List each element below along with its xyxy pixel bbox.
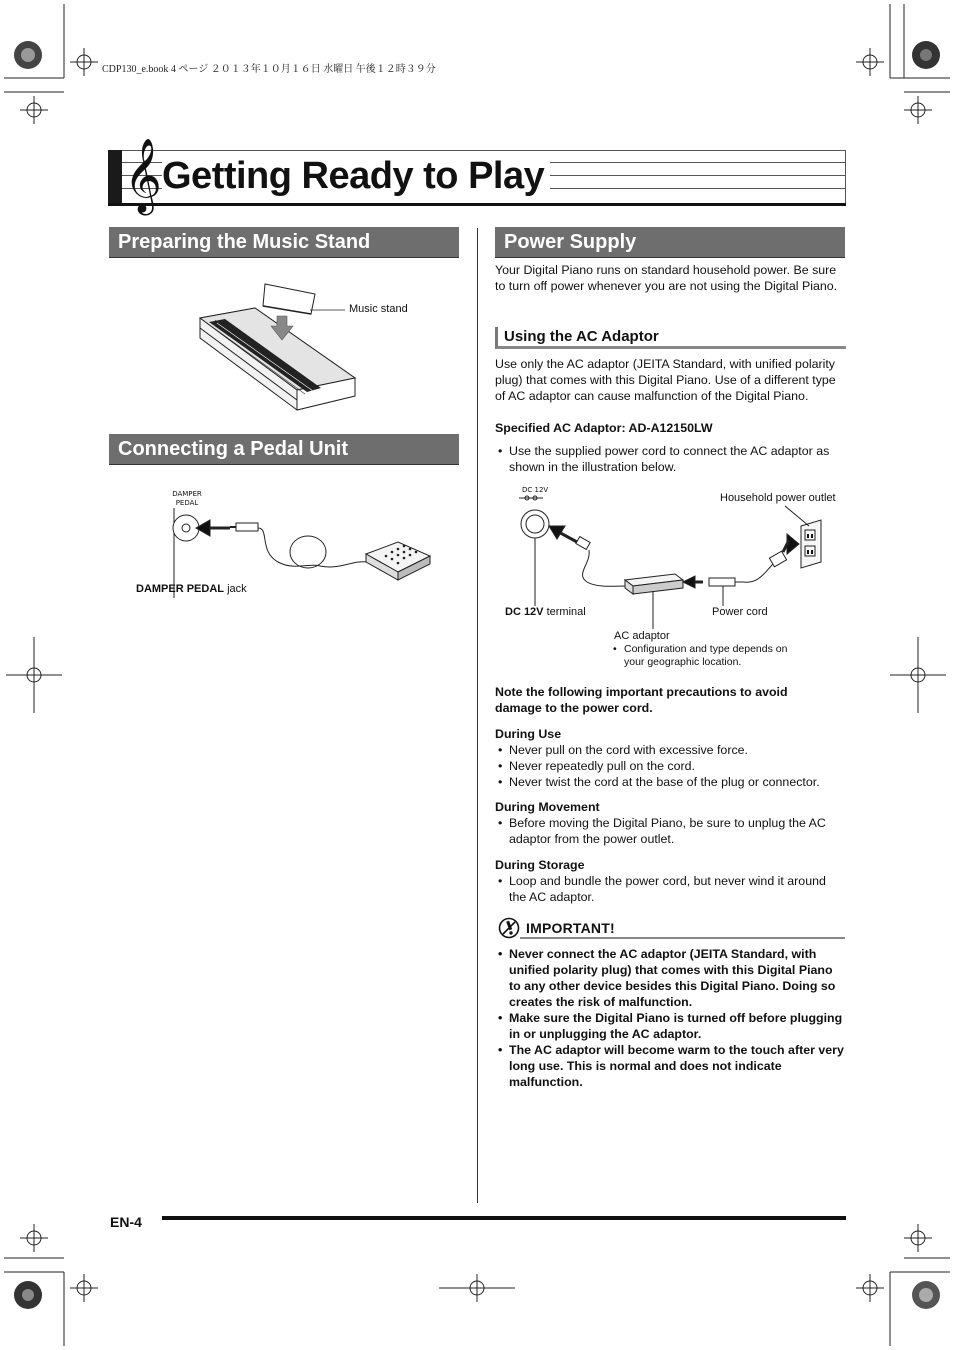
jack-panel-label <box>166 490 208 508</box>
damper-jack-caption-rest: jack <box>224 583 247 595</box>
list-item <box>610 643 840 669</box>
subheading-ac-adaptor: Using the AC Adaptor <box>495 327 846 349</box>
section-heading-power-supply: Power Supply <box>495 227 845 258</box>
during-use-heading: During Use <box>495 727 562 741</box>
important-underline <box>520 937 845 939</box>
column-divider <box>477 228 478 1203</box>
dc-terminal-label-rest: terminal <box>543 606 586 618</box>
damper-jack-caption-bold: DAMPER PEDAL <box>136 583 225 595</box>
adaptor-note-line1: Configuration and type depends on <box>624 643 788 655</box>
page-number: EN-4 <box>110 1214 142 1230</box>
important-icon <box>498 917 520 939</box>
dc-12v-panel-label: DC 12V <box>522 486 549 494</box>
pedal-connection-illustration <box>130 508 450 588</box>
print-header: CDP130_e.book 4 ページ ２０１３年１０月１６日 水曜日 午後１２時３９分 <box>102 64 436 75</box>
dc-terminal-label <box>505 606 586 619</box>
precautions-heading: Note the following important precautions to avoid damage to the power cord. <box>495 685 788 715</box>
list-item: • Never twist the cord at the base of the plug or connector. <box>495 774 845 790</box>
important-label: IMPORTANT! <box>526 920 615 936</box>
adaptor-note-list <box>610 643 840 669</box>
list-item: • Use the supplied power cord to connect the AC adaptor as shown in the illustration below. <box>495 443 845 475</box>
list-item: • Make sure the Digital Piano is turned off before plugging in or unplugging the AC adaptor. <box>495 1010 845 1042</box>
during-movement-list <box>495 815 845 847</box>
during-storage-list <box>495 873 845 905</box>
during-movement-heading: During Movement <box>495 800 600 814</box>
ac-bullet-list <box>495 443 845 475</box>
during-use-list <box>495 742 845 790</box>
ac-adaptor-diagram <box>505 494 845 604</box>
list-item: • The AC adaptor will become warm to the touch after very long use. This is normal and does not indicate malfunction. <box>495 1042 845 1090</box>
footer-rule <box>162 1216 846 1220</box>
list-item: • Never pull on the cord with excessive force. <box>495 742 845 758</box>
section-heading-pedal: Connecting a Pedal Unit <box>109 434 459 465</box>
ac-adaptor-label: AC adaptor <box>614 630 670 642</box>
ac-adaptor-paragraph: Use only the AC adaptor (JEITA Standard, with unified polarity plug) that comes with this Digital Piano. Use of a different type of AC adaptor can cause malfunction of the Digital Piano. <box>495 357 836 403</box>
page-title: Getting Ready to Play <box>162 152 550 200</box>
adaptor-note-line2: your geographic location. <box>624 656 742 668</box>
during-storage-heading: During Storage <box>495 858 585 872</box>
important-list <box>495 946 845 1090</box>
list-item: • Never repeatedly pull on the cord. <box>495 758 845 774</box>
specified-adaptor: Specified AC Adaptor: AD-A12150LW <box>495 421 713 435</box>
staff-line <box>122 150 846 151</box>
jack-label-line2: PEDAL <box>175 499 199 507</box>
dc-terminal-label-bold: DC 12V <box>505 606 544 618</box>
power-cord-label: Power cord <box>712 606 768 618</box>
power-intro: Your Digital Piano runs on standard household power. Be sure to turn off power whenever you are not using the Digital Piano. <box>495 263 838 293</box>
music-stand-illustration <box>195 278 415 413</box>
list-item: • Before moving the Digital Piano, be sure to unplug the AC adaptor from the power outlet. <box>495 815 845 847</box>
music-stand-callout: Music stand <box>349 303 408 315</box>
section-heading-music-stand: Preparing the Music Stand <box>109 227 459 258</box>
list-item: • Loop and bundle the power cord, but never wind it around the AC adaptor. <box>495 873 845 905</box>
title-right-edge <box>845 150 846 206</box>
household-outlet-label: Household power outlet <box>720 492 836 504</box>
treble-clef-icon: 𝄞 <box>124 139 162 213</box>
damper-jack-caption <box>136 583 247 596</box>
title-underline <box>108 203 846 206</box>
title-bar-accent <box>108 150 122 206</box>
jack-label-line1: DAMPER <box>172 490 202 498</box>
list-item: • Never connect the AC adaptor (JEITA Standard, with unified polarity plug) that comes with this Digital Piano to any other device besides this Digital Piano. Doing so creates the risk of malfunction. <box>495 946 845 1010</box>
